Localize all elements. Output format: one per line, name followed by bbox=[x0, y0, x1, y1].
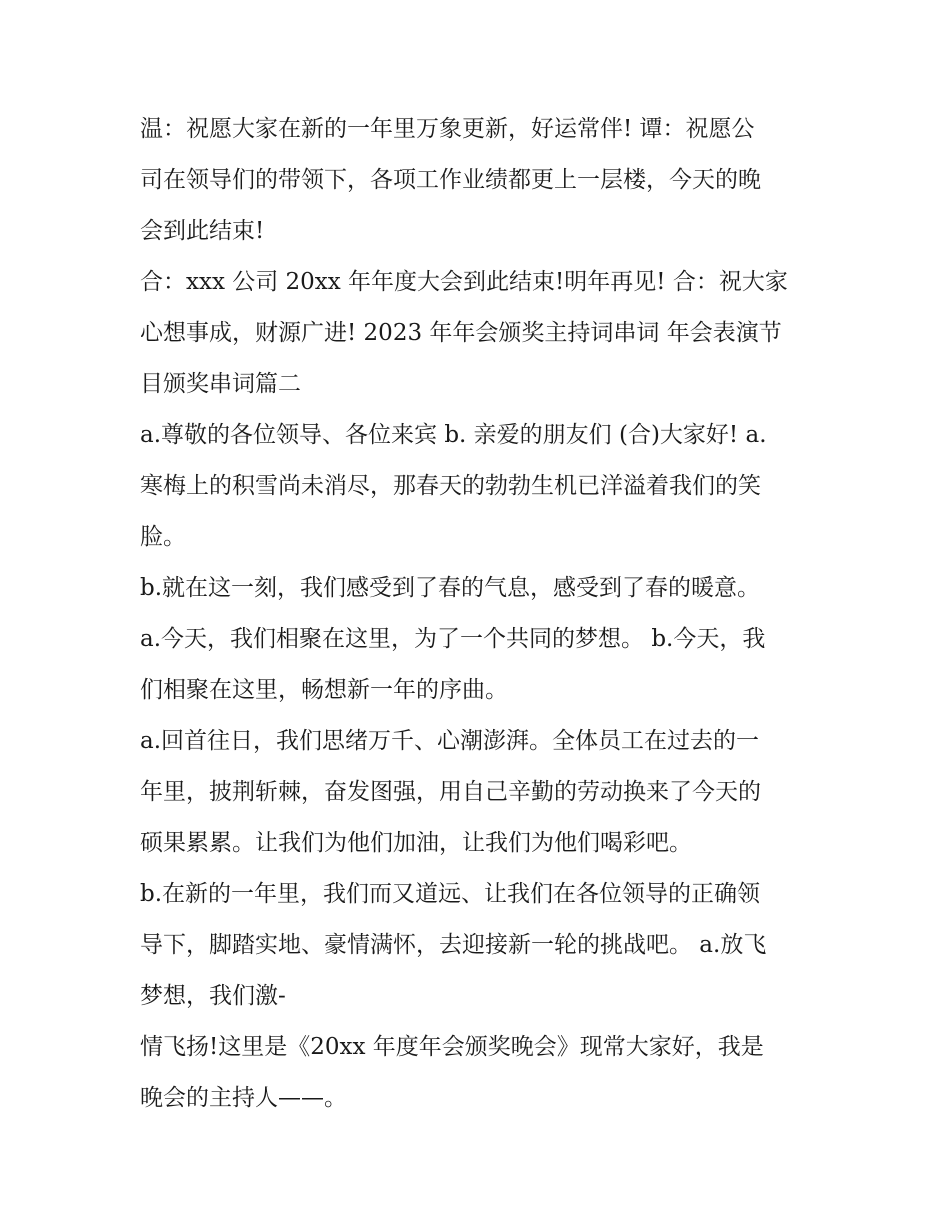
paragraph-gathering: a.今天，我们相聚在这里，为了一个共同的梦想。 b.今天，我 们相聚在这里，畅想新一年的序曲。 bbox=[140, 626, 766, 703]
paragraph-host-intro: 情飞扬!这里是《20xx 年度年会颁奖晚会》现常大家好，我是 晚会的主持人——。 bbox=[140, 1034, 764, 1111]
document-body bbox=[140, 104, 812, 1124]
paragraph-closing-blessings: 温：祝愿大家在新的一年里万象更新，好运常伴! 谭：祝愿公 司在领导们的带领下，各项工作业绩都更上一层楼，今天的晚 会到此结束! bbox=[140, 116, 761, 244]
paragraph-looking-back: a.回首往日，我们思绪万千、心潮澎湃。全体员工在过去的一 年里，披荆斩棘，奋发图强，用自己辛勤的劳动换来了今天的 硕果累累。让我们为他们加油，让我们为他们喝彩吧。 bbox=[140, 728, 761, 856]
paragraph-new-year: b.在新的一年里，我们而又道远、让我们在各位领导的正确领 导下，脚踏实地、豪情满怀，去迎接新一轮的挑战吧。 a.放飞 梦想，我们激- bbox=[140, 881, 767, 1009]
paragraph-greeting: a.尊敬的各位领导、各位来宾 b. 亲爱的朋友们 (合)大家好! a. 寒梅上的积雪尚未消尽，那春天的勃勃生机已洋溢着我们的笑 脸。 bbox=[140, 422, 767, 550]
paragraph-closing-together: 合：xxx 公司 20xx 年年度大会到此结束!明年再见! 合：祝大家 心想事成，财源广进! 2023 年年会颁奖主持词串词 年会表演节 目颁奖串词篇二 bbox=[140, 269, 788, 397]
paragraph-spring: b.就在这一刻，我们感受到了春的气息，感受到了春的暖意。 bbox=[140, 575, 761, 601]
